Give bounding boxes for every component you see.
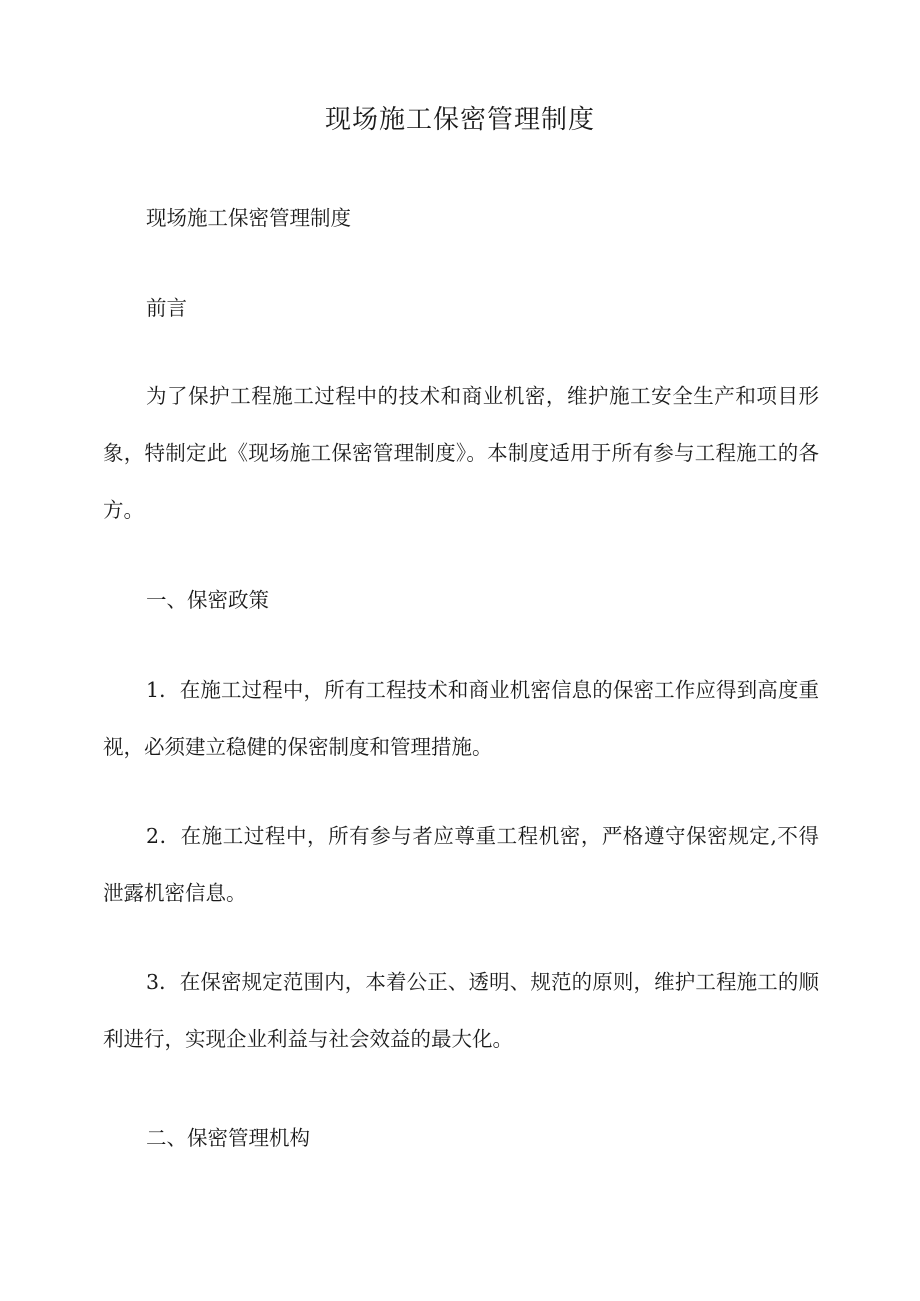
policy-item-1: 1．在施工过程中，所有工程技术和商业机密信息的保密工作应得到高度重视，必须建立稳健的保密制度和管理措施。 xyxy=(103,678,819,759)
document-subtitle: 现场施工保密管理制度 xyxy=(146,206,351,230)
policy-item-3: 3．在保密规定范围内，本着公正、透明、规范的原则，维护工程施工的顺利进行，实现企业利益与社会效益的最大化。 xyxy=(103,970,819,1051)
document-title: 现场施工保密管理制度 xyxy=(324,105,595,135)
preface-heading: 前言 xyxy=(146,296,187,320)
section-heading-management-organization: 二、保密管理机构 xyxy=(146,1126,310,1150)
policy-item-2: 2．在施工过程中，所有参与者应尊重工程机密，严格遵守保密规定,不得泄露机密信息。 xyxy=(103,824,819,905)
section-heading-confidentiality-policy: 一、保密政策 xyxy=(146,588,269,612)
preface-paragraph: 为了保护工程施工过程中的技术和商业机密，维护施工安全生产和项目形象，特制定此《现场施工保密管理制度》。本制度适用于所有参与工程施工的各方。 xyxy=(103,384,819,522)
